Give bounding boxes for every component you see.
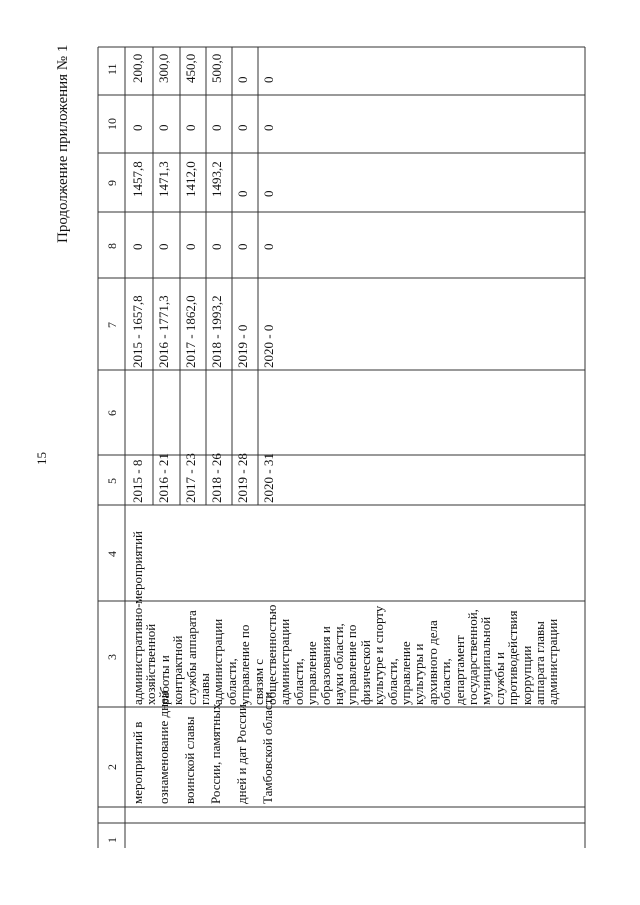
cell-c10-row-1: 0 <box>130 124 145 131</box>
header-col-6: 6 <box>105 410 119 416</box>
cell-c8-row-5: 0 <box>235 243 250 250</box>
col3-line: коррупции <box>518 645 534 705</box>
cell-c10-row-2: 0 <box>156 124 171 131</box>
cell-c11-row-5: 0 <box>235 76 250 83</box>
col3-line: администрации <box>545 618 561 705</box>
col3-line: связям с <box>250 658 266 705</box>
cell-c6-row-3: 2017 - 23 <box>183 453 198 503</box>
cell-c8-row-6: 0 <box>261 243 276 250</box>
header-col-3: 3 <box>105 654 119 660</box>
col3-line: службы аппарата <box>183 610 199 705</box>
cell-c9-row-1: 1457,8 <box>130 161 145 197</box>
col3-line: культуры и <box>411 643 427 705</box>
cell-c11-row-2: 300,0 <box>156 53 171 83</box>
col2-line: дней и дат России, <box>234 700 249 804</box>
col3-line: области, <box>223 658 239 705</box>
col3-line: департамент <box>451 635 467 705</box>
col2-line: воинской славы <box>182 716 197 804</box>
col3-line: культуре и спорту <box>371 605 387 705</box>
col3-line: администрации <box>277 618 293 705</box>
header-col-11: 11 <box>105 63 119 75</box>
cell-c9-row-5: 0 <box>235 190 250 197</box>
col3-line: муниципальной <box>478 616 494 705</box>
col3-line: общественностью <box>264 604 279 705</box>
cell-c7-row-2: 2016 - 1771,3 <box>156 295 171 368</box>
header-col-4: 4 <box>105 551 119 557</box>
col3-line: административно- <box>130 603 145 705</box>
header-col-7: 7 <box>105 322 119 328</box>
cell-c6-row-1: 2015 - 8 <box>130 459 145 503</box>
header-col-1: 1 <box>105 837 119 843</box>
col3-line: науки области, <box>331 623 346 705</box>
header-col-8: 8 <box>105 243 119 249</box>
col3-line: контрактной <box>170 635 186 705</box>
col3-line: противодействия <box>505 610 521 705</box>
cell-c7-row-3: 2017 - 1862,0 <box>183 295 198 368</box>
col4-text: мероприятий <box>130 531 145 604</box>
cell-c6-row-4: 2018 - 26 <box>209 453 224 503</box>
cell-c9-row-6: 0 <box>261 190 276 197</box>
cell-c11-row-6: 0 <box>261 76 276 83</box>
cell-c9-row-4: 1493,2 <box>209 161 224 197</box>
cell-c8-row-1: 0 <box>130 243 145 250</box>
col3-line: службы и <box>491 652 507 705</box>
cell-c10-row-5: 0 <box>235 124 250 131</box>
col3-line: администрации <box>210 618 226 705</box>
cell-c10-row-6: 0 <box>261 124 276 131</box>
col2-line: ознаменование дней <box>156 691 171 804</box>
col3-line: хозяйственной <box>143 623 159 705</box>
col3-line: управление <box>304 641 320 705</box>
col3-line: области, <box>290 658 306 705</box>
header-col-10: 10 <box>105 118 119 130</box>
page-number: 15 <box>34 452 49 465</box>
cell-c10-row-4: 0 <box>209 124 224 131</box>
cell-c7-row-6: 2020 - 0 <box>261 324 276 368</box>
cell-c11-row-1: 200,0 <box>130 53 145 83</box>
cell-c11-row-3: 450,0 <box>183 53 198 83</box>
cell-c10-row-3: 0 <box>183 124 198 131</box>
col2-line: Тамбовской области <box>260 691 275 804</box>
col3-line: управление по <box>237 624 253 705</box>
col3-line: физической <box>357 640 373 705</box>
col2-line: мероприятий в <box>130 721 145 804</box>
col3-line: области, <box>384 658 400 705</box>
col3-line: образования и <box>317 626 333 705</box>
col3-line: управление <box>398 641 413 705</box>
col3-line: управление по <box>344 624 360 705</box>
cell-c6-row-5: 2019 - 28 <box>235 453 250 503</box>
header-col-5: 5 <box>105 478 119 484</box>
header-col-2: 2 <box>105 764 119 770</box>
col3-line: аппарата главы <box>532 621 547 705</box>
cell-c8-row-3: 0 <box>183 243 198 250</box>
cell-c11-row-4: 500,0 <box>209 53 224 83</box>
cell-c6-row-2: 2016 - 21 <box>156 453 171 503</box>
cell-c8-row-4: 0 <box>209 243 224 250</box>
cell-c9-row-3: 1412,0 <box>183 161 198 197</box>
cell-c8-row-2: 0 <box>156 243 171 250</box>
col2-line: России, памятных <box>208 703 223 804</box>
col3-line: архивного дела <box>424 620 440 705</box>
col3-line: работы и <box>156 655 172 705</box>
appendix-title: Продолжение приложения № 1 <box>55 44 71 243</box>
cell-c7-row-1: 2015 - 1657,8 <box>130 295 145 368</box>
cell-c6-row-6: 2020 - 31 <box>261 453 276 503</box>
cell-c7-row-4: 2018 - 1993,2 <box>209 295 224 368</box>
col3-line: государственной, <box>465 609 480 705</box>
cell-c7-row-5: 2019 - 0 <box>235 324 250 368</box>
col3-line: области, <box>438 658 454 705</box>
col3-line: главы <box>197 673 212 705</box>
cell-c9-row-2: 1471,3 <box>156 161 171 197</box>
header-col-9: 9 <box>105 180 119 186</box>
